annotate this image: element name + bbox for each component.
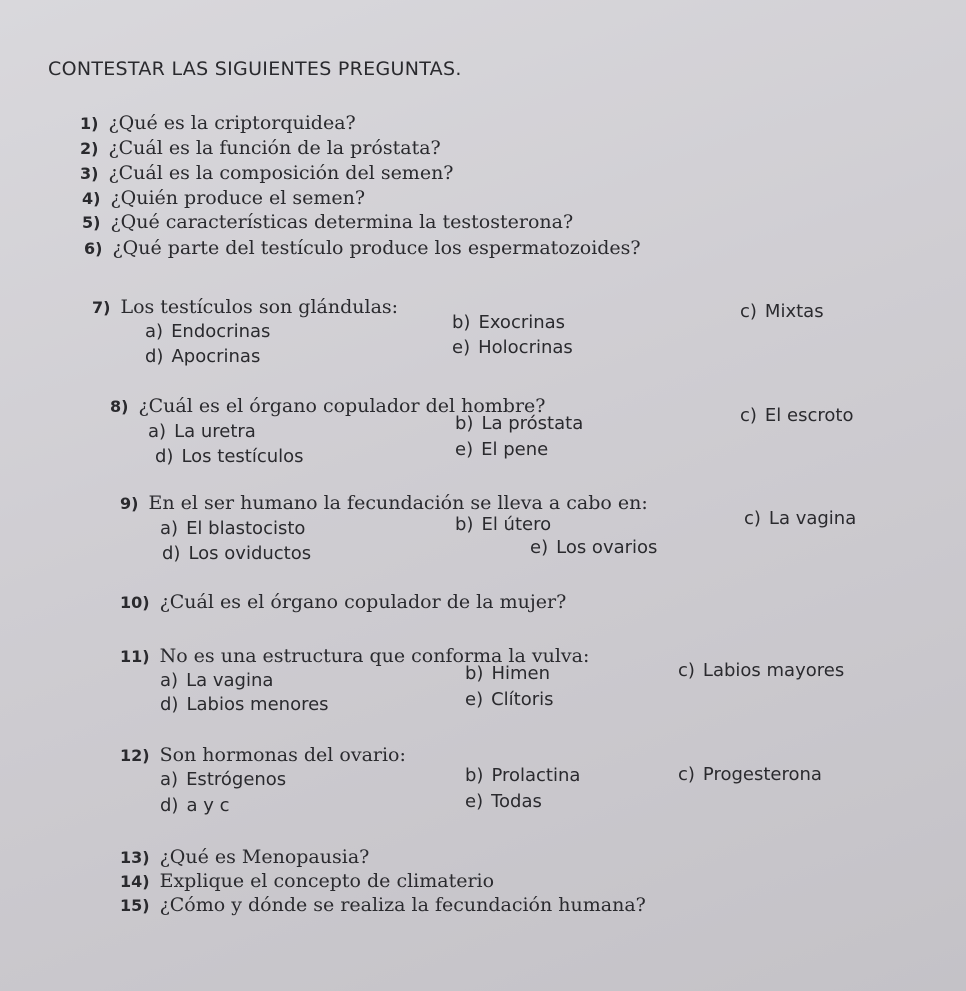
question-text: Explique el concepto de climaterio <box>159 870 495 892</box>
question-text: ¿Qué es la criptorquidea? <box>108 112 356 134</box>
question-number: 7) <box>92 298 111 317</box>
question-5 <box>82 211 573 234</box>
option-c: c) La vagina <box>744 508 857 529</box>
option-d: d) Labios menores <box>160 694 329 715</box>
question-text: No es una estructura que conforma la vulva: <box>159 645 590 667</box>
question-15 <box>120 894 646 917</box>
option-b: b) Exocrinas <box>452 312 566 333</box>
question-text: Son hormonas del ovario: <box>159 744 406 766</box>
question-number: 10) <box>120 593 150 612</box>
question-7 <box>92 296 398 319</box>
question-number: 3) <box>80 164 99 183</box>
question-text: ¿Cómo y dónde se realiza la fecundación humana? <box>159 894 646 916</box>
option-a: a) Endocrinas <box>145 321 271 342</box>
question-text: En el ser humano la fecundación se lleva a cabo en: <box>148 492 648 514</box>
option-c: c) Progesterona <box>678 764 822 785</box>
question-number: 4) <box>82 189 101 208</box>
question-12 <box>120 744 406 767</box>
option-d: d) a y c <box>160 795 230 816</box>
question-text: ¿Quién produce el semen? <box>110 187 366 209</box>
option-e: e) El pene <box>455 439 549 460</box>
question-text: Los testículos son glándulas: <box>120 296 399 318</box>
question-text: ¿Cuál es la función de la próstata? <box>108 137 441 159</box>
question-text: ¿Qué características determina la testosterona? <box>110 211 574 233</box>
question-number: 1) <box>80 114 99 133</box>
question-number: 12) <box>120 746 150 765</box>
question-number: 2) <box>80 139 99 158</box>
question-13 <box>120 846 369 869</box>
option-a: a) Estrógenos <box>160 769 287 790</box>
question-9 <box>120 492 648 515</box>
option-e: e) Los ovarios <box>530 537 658 558</box>
page-title: CONTESTAR LAS SIGUIENTES PREGUNTAS. <box>48 58 462 80</box>
option-a: a) La vagina <box>160 670 274 691</box>
option-e: e) Holocrinas <box>452 337 573 358</box>
question-number: 15) <box>120 896 150 915</box>
option-e: e) Todas <box>465 791 542 812</box>
question-6 <box>84 237 641 260</box>
question-text: ¿Cuál es el órgano copulador de la mujer? <box>159 591 567 613</box>
question-number: 8) <box>110 397 129 416</box>
question-2 <box>80 137 441 160</box>
option-d: d) Los oviductos <box>162 543 312 564</box>
question-number: 6) <box>84 239 103 258</box>
question-4 <box>82 187 365 210</box>
question-number: 13) <box>120 848 150 867</box>
question-14 <box>120 870 494 893</box>
option-c: c) Labios mayores <box>678 660 845 681</box>
question-text: ¿Qué parte del testículo produce los espermatozoides? <box>112 237 641 259</box>
question-10 <box>120 591 566 614</box>
question-text: ¿Cuál es la composición del semen? <box>108 162 454 184</box>
option-b: b) El útero <box>455 514 552 535</box>
option-a: a) La uretra <box>148 421 256 442</box>
question-number: 9) <box>120 494 139 513</box>
question-number: 11) <box>120 647 150 666</box>
option-b: b) Himen <box>465 663 551 684</box>
question-text: ¿Qué es Menopausia? <box>159 846 370 868</box>
option-d: d) Apocrinas <box>145 346 261 367</box>
option-c: c) El escroto <box>740 405 854 426</box>
question-number: 5) <box>82 213 101 232</box>
question-3 <box>80 162 454 185</box>
option-b: b) La próstata <box>455 413 584 434</box>
option-d: d) Los testículos <box>155 446 304 467</box>
question-number: 14) <box>120 872 150 891</box>
option-b: b) Prolactina <box>465 765 581 786</box>
question-1 <box>80 112 356 135</box>
question-text: ¿Cuál es el órgano copulador del hombre? <box>138 395 546 417</box>
option-e: e) Clítoris <box>465 689 554 710</box>
option-c: c) Mixtas <box>740 301 824 322</box>
option-a: a) El blastocisto <box>160 518 306 539</box>
